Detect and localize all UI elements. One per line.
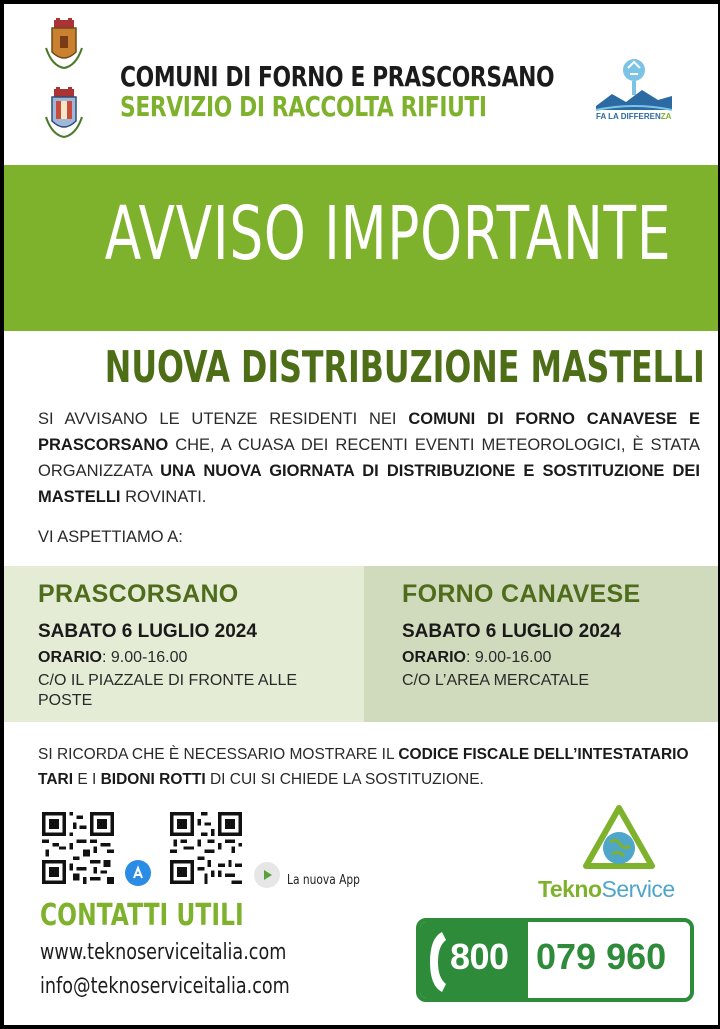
banner-title: AVVISO IMPORTANTE <box>104 191 672 277</box>
header-title: COMUNI DI FORNO E PRASCORSANO <box>120 60 555 93</box>
qr-code-icon[interactable] <box>170 812 242 884</box>
wait-text: VI ASPETTIAMO A: <box>38 528 183 546</box>
notice-subtitle: NUOVA DISTRIBUZIONE MASTELLI <box>104 342 705 393</box>
brand-name: TeknoService <box>538 876 675 902</box>
location-place: C/O L’AREA MERCATALE <box>402 672 590 689</box>
location-name: FORNO CANAVESE <box>402 580 641 608</box>
municipal-crests <box>42 18 92 156</box>
location-hours: ORARIO: 9.00-16.00 <box>38 649 188 666</box>
qr-code-icon[interactable] <box>42 812 114 884</box>
fa-logo-text: FA LA DIFFERENZA <box>596 112 672 121</box>
toll-free-number[interactable] <box>416 918 694 1002</box>
phone-number: 079 960 <box>536 936 667 977</box>
contacts-title: CONTATTI UTILI <box>40 898 244 933</box>
play-store-icon[interactable] <box>254 862 280 888</box>
location-place: C/O IL PIAZZALE DI FRONTE ALLE POSTE <box>38 672 298 709</box>
location-hours: ORARIO: 9.00-16.00 <box>402 649 552 666</box>
phone-prefix: 800 <box>450 936 509 977</box>
prascorsano-crest-icon <box>42 87 86 139</box>
reminder-paragraph: SI RICORDA CHE È NECESSARIO MOSTRARE IL CODICE FISCALE DELL’INTESTATARIO TARI E I BIDONI ROTTI DI CUI SI CHIEDE LA SOSTITUZIONE. <box>38 746 689 788</box>
intro-paragraph: SI AVVISANO LE UTENZE RESIDENTI NEI COMUNI DI FORNO CANAVESE E PRASCORSANO CHE, A CUASA DEI RECENTI EVENTI METEOROLOGICI, È STATA ORGANIZZATA UNA NUOVA GIORNATA DI DISTRIBUZIONE E SOSTITUZIONE DEI MASTELLI ROVINATI. <box>38 410 700 506</box>
website-link[interactable]: www.teknoserviceitalia.com <box>40 940 287 965</box>
header-subtitle: SERVIZIO DI RACCOLTA RIFIUTI <box>120 90 487 123</box>
location-date: SABATO 6 LUGLIO 2024 <box>402 621 621 642</box>
location-date: SABATO 6 LUGLIO 2024 <box>38 621 257 642</box>
forno-crest-icon <box>42 18 86 70</box>
app-store-icon[interactable] <box>125 860 151 886</box>
phone-prefix-block <box>420 922 528 998</box>
alert-banner <box>4 165 720 331</box>
tekno-globe-icon <box>580 804 658 880</box>
location-name: PRASCORSANO <box>38 580 239 608</box>
app-label: La nuova App <box>287 873 360 888</box>
location-prascorsano <box>4 566 364 722</box>
email-link[interactable]: info@teknoserviceitalia.com <box>40 974 290 999</box>
location-forno-canavese <box>364 566 720 722</box>
